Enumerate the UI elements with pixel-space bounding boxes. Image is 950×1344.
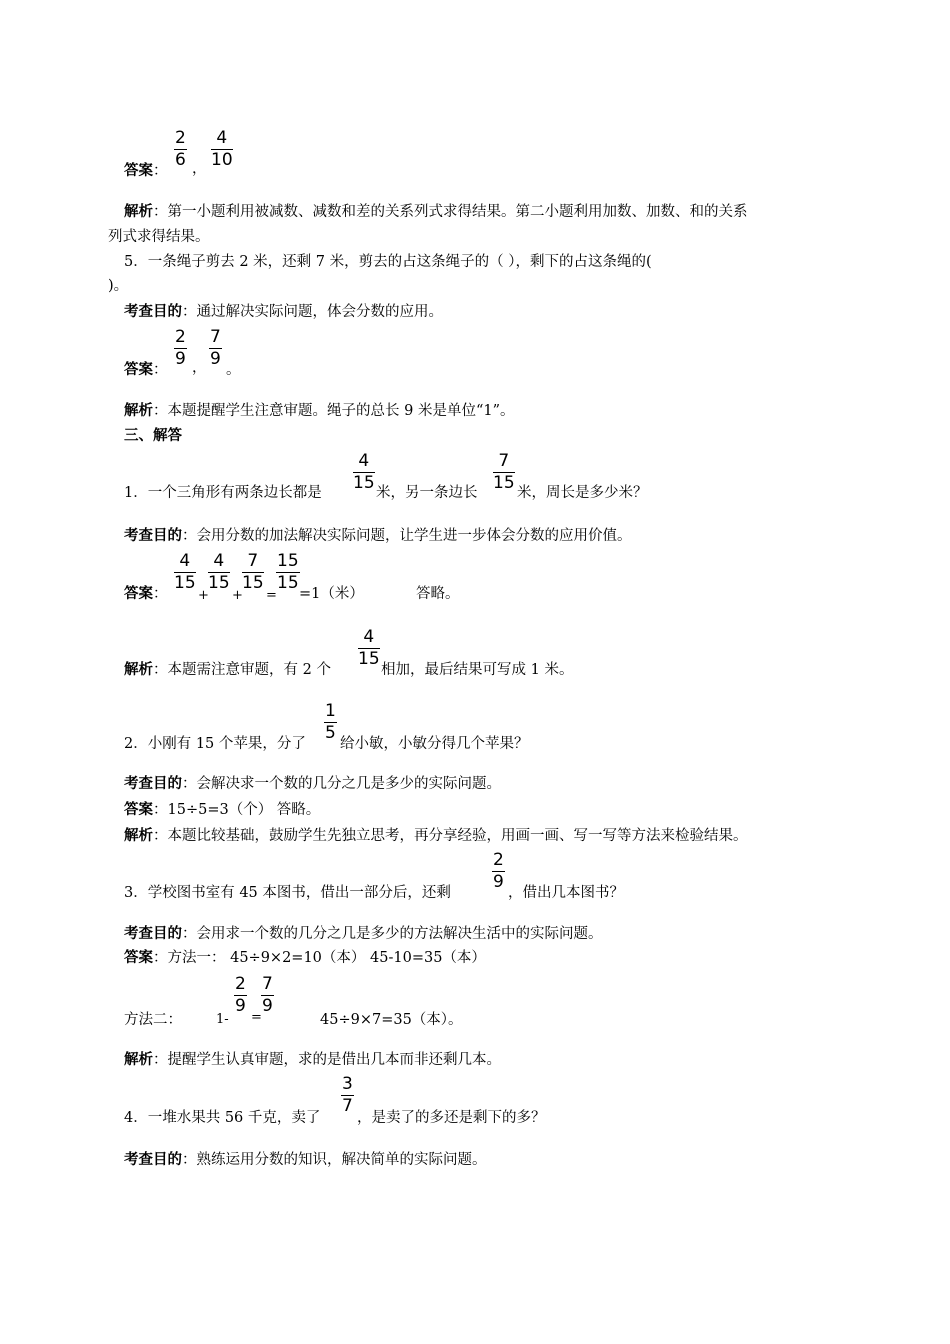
denominator: 15	[358, 649, 380, 669]
denominator: 7	[342, 1096, 353, 1116]
answer-label: 答案	[124, 163, 153, 179]
plus-sign: +	[232, 588, 243, 603]
explanation-line	[124, 402, 515, 420]
purpose-label: 考查目的	[124, 1152, 182, 1168]
denominator: 15	[208, 573, 230, 593]
explanation-label: 解析	[124, 1052, 153, 1068]
denominator: 15	[174, 573, 196, 593]
explanation-label: 解析	[124, 204, 153, 220]
fraction	[492, 851, 505, 892]
fraction	[174, 129, 187, 170]
fraction	[211, 129, 233, 170]
numerator: 4	[174, 552, 196, 573]
explanation-text-end: 相加，最后结果可写成 1 米。	[381, 662, 574, 678]
denominator: 9	[493, 872, 504, 892]
purpose-text: ：会解决求一个数的几分之几是多少的实际问题。	[182, 776, 501, 792]
denominator: 5	[325, 723, 336, 743]
fraction	[261, 975, 274, 1016]
separator: ，	[192, 161, 207, 177]
fraction	[174, 328, 187, 369]
answer-colon: ：	[153, 586, 168, 602]
method-2-label: 方法二：	[124, 1012, 182, 1028]
numerator: 7	[493, 452, 515, 473]
numerator: 4	[211, 129, 233, 150]
problem-2-part-b: 给小敏，小敏分得几个苹果？	[340, 736, 529, 752]
denominator: 9	[210, 349, 221, 369]
numerator: 4	[208, 552, 230, 573]
problem-3-part-b: ，借出几本图书？	[508, 885, 624, 901]
answer-colon: ：	[153, 163, 168, 179]
denominator: 15	[493, 473, 515, 493]
purpose-label: 考查目的	[124, 776, 182, 792]
method-2-one-minus: 1-	[216, 1012, 229, 1027]
method-2-calc: 45÷9×7=35（本）。	[320, 1012, 463, 1028]
purpose-line	[124, 303, 443, 321]
answer-line	[124, 949, 486, 967]
explanation-text: ：本题比较基础，鼓励学生先独立思考，再分享经验，用画一画、写一写等方法来检验结果。	[153, 828, 748, 844]
purpose-line	[124, 1151, 487, 1169]
purpose-text: ：通过解决实际问题，体会分数的应用。	[182, 304, 443, 320]
purpose-label: 考查目的	[124, 926, 182, 942]
explanation-label: 解析	[124, 662, 153, 678]
explanation-line	[124, 827, 748, 845]
numerator: 2	[493, 850, 504, 870]
explanation-text: ：本题提醒学生注意审题。绳子的总长 9 米是单位“1”。	[153, 403, 515, 419]
fraction	[234, 975, 247, 1016]
problem-1-part-a: 1．一个三角形有两条边长都是	[124, 485, 322, 501]
problem-4-part-b: ，是卖了的多还是剩下的多？	[357, 1110, 546, 1126]
answer-omitted: 答略。	[416, 586, 460, 602]
denominator: 6	[175, 150, 186, 170]
explanation-label: 解析	[124, 403, 153, 419]
problem-4-part-a: 4．一堆水果共 56 千克，卖了	[124, 1110, 321, 1126]
explanation-line	[124, 203, 748, 221]
purpose-text: ：会用求一个数的几分之几是多少的方法解决生活中的实际问题。	[182, 926, 603, 942]
purpose-text: ：熟练运用分数的知识，解决简单的实际问题。	[182, 1152, 487, 1168]
answer-label: 答案	[124, 950, 153, 966]
numerator: 2	[175, 327, 186, 347]
numerator: 4	[353, 452, 375, 473]
answer-text: ：方法一： 45÷9×2=10（本） 45-10=35（本）	[153, 950, 486, 966]
answer-text: ：15÷5=3（个） 答略。	[153, 802, 321, 818]
explanation-label: 解析	[124, 828, 153, 844]
denominator: 10	[211, 150, 233, 170]
section-heading: 三、解答	[124, 428, 182, 444]
numerator: 7	[262, 974, 273, 994]
explanation-text: ：提醒学生认真审题，求的是借出几本而非还剩几本。	[153, 1052, 501, 1068]
purpose-line	[124, 775, 501, 793]
answer-label: 答案	[124, 586, 153, 602]
numerator: 7	[242, 552, 264, 573]
answer-line	[124, 801, 320, 819]
answer-label: 答案	[124, 802, 153, 818]
explanation-line-continued: 列式求得结果。	[108, 229, 210, 245]
answer-line	[124, 585, 168, 603]
purpose-text: ：会用分数的加法解决实际问题，让学生进一步体会分数的应用价值。	[182, 528, 632, 544]
numerator: 3	[342, 1074, 353, 1094]
period: 。	[226, 362, 241, 378]
numerator: 15	[277, 551, 299, 571]
explanation-line	[124, 661, 331, 679]
numerator: 2	[175, 128, 186, 148]
fraction	[174, 552, 196, 593]
equals-sign: =	[251, 1010, 262, 1025]
denominator: 15	[277, 573, 299, 593]
denominator: 15	[353, 473, 375, 493]
problem-3-part-a: 3．学校图书室有 45 本图书，借出一部分后，还剩	[124, 885, 451, 901]
numerator: 2	[235, 974, 246, 994]
fraction	[353, 452, 375, 493]
fraction	[341, 1075, 354, 1116]
denominator: 9	[175, 349, 186, 369]
purpose-line	[124, 925, 603, 943]
answer-line	[124, 361, 168, 379]
fraction	[208, 552, 230, 593]
separator: ，	[192, 360, 207, 376]
question-5-continued: )。	[108, 278, 129, 294]
explanation-text: ：第一小题利用被减数、减数和差的关系列式求得结果。第二小题利用加数、加数、和的关系	[153, 204, 748, 220]
fraction	[358, 628, 380, 669]
explanation-text: ：本题需注意审题，有 2 个	[153, 662, 331, 678]
purpose-label: 考查目的	[124, 304, 182, 320]
denominator: 15	[242, 573, 264, 593]
answer-colon: ：	[153, 362, 168, 378]
fraction	[493, 452, 515, 493]
numerator: 4	[358, 628, 380, 649]
fraction	[276, 552, 300, 593]
problem-2-part-a: 2．小刚有 15 个苹果，分了	[124, 736, 306, 752]
fraction	[324, 702, 337, 743]
answer-label: 答案	[124, 362, 153, 378]
denominator: 9	[235, 996, 246, 1016]
question-5: 5．一条绳子剪去 2 米，还剩 7 米，剪去的占这条绳子的（ ），剩下的占这条绳的(	[124, 254, 652, 270]
problem-1-part-c: 米，周长是多少米？	[517, 485, 648, 501]
fraction	[242, 552, 264, 593]
plus-sign: +	[198, 588, 209, 603]
denominator: 9	[262, 996, 273, 1016]
fraction	[209, 328, 222, 369]
purpose-line	[124, 527, 632, 545]
numerator: 7	[210, 327, 221, 347]
explanation-line	[124, 1051, 501, 1069]
equals-sign: =	[266, 588, 277, 603]
problem-1-part-b: 米，另一条边长	[376, 485, 478, 501]
numerator: 1	[325, 701, 336, 721]
purpose-label: 考查目的	[124, 528, 182, 544]
answer-line	[124, 162, 168, 180]
answer-result: =1（米）	[299, 586, 364, 602]
